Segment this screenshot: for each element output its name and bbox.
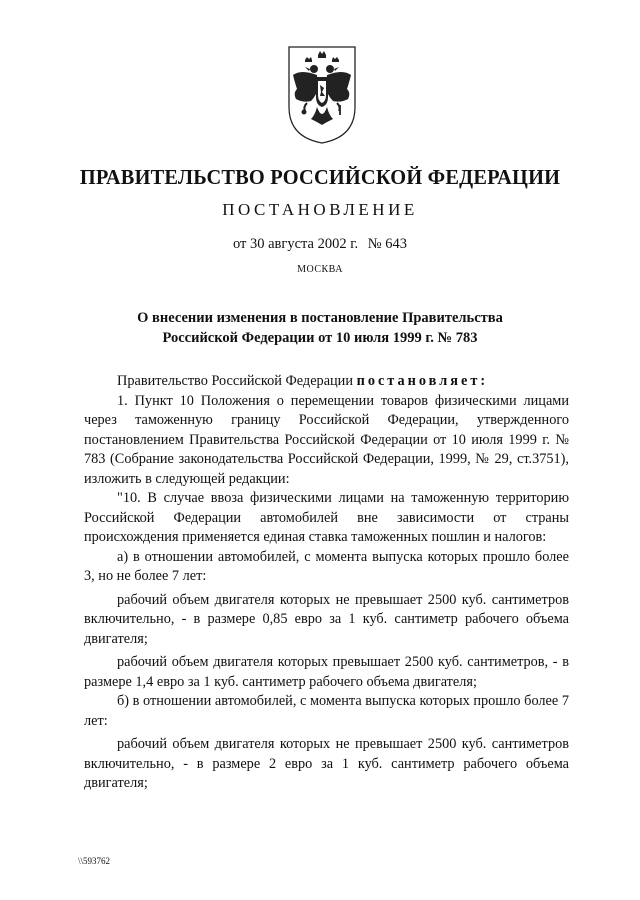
russian-coat-of-arms-icon [287,45,357,145]
date-line [0,236,640,253]
paragraph-b-1: рабочий объем двигателя которых не превышает 2500 куб. сантиметров включительно, - в размере 2 евро за 1 куб. сантиметр рабочего объема двигателя; [84,736,569,791]
footer-code: \\593762 [78,856,111,866]
paragraph-2: "10. В случае ввоза физическими лицами на таможенную территорию Российской Федерации автомобилей вне зависимости от страны происхождения применяется единая ставка таможенных пошлин и налогов: [84,490,569,545]
paragraph-b: б) в отношении автомобилей, с момента выпуска которых прошло более 7 лет: [84,693,569,729]
subject-line-2: Российской Федерации от 10 июля 1999 г. № 783 [162,330,478,346]
document-date: от 30 августа 2002 г. [232,236,359,252]
document-subject [0,308,640,348]
paragraph-a: а) в отношении автомобилей, с момента выпуска которых прошло более 3, но не более 7 лет: [84,548,569,584]
document-type: ПОСТАНОВЛЕНИЕ [222,200,418,219]
subject-line-1: О внесении изменения в постановление Правительства [137,310,503,326]
organization-title: ПРАВИТЕЛЬСТВО РОССИЙСКОЙ ФЕДЕРАЦИИ [79,165,561,189]
paragraph-1: 1. Пункт 10 Положения о перемещении товаров физическими лицами через таможенную границу Российской Федерации, утвержденного постановлением Правительства Российской Федерации от 10 июля 1999 г. № 783 (Собрание законодательства Российской Федерации, 1999, № 29, ст.3751), изложить в следующей редакции: [84,392,569,487]
city: МОСКВА [297,264,343,275]
intro-resolves: постановляет: [356,373,489,389]
intro-lead: Правительство Российской Федерации [117,373,357,389]
paragraph-a-2: рабочий объем двигателя которых превышает 2500 куб. сантиметров, - в размере 1,4 евро за 1 куб. сантиметр рабочего объема двигателя; [84,654,569,690]
paragraph-a-1: рабочий объем двигателя которых не превышает 2500 куб. сантиметров включительно, - в размере 0,85 евро за 1 куб. сантиметр рабочего объема двигателя; [84,591,569,647]
document-body [84,372,569,794]
document-number: № 643 [367,236,408,252]
intro-paragraph [84,372,569,392]
